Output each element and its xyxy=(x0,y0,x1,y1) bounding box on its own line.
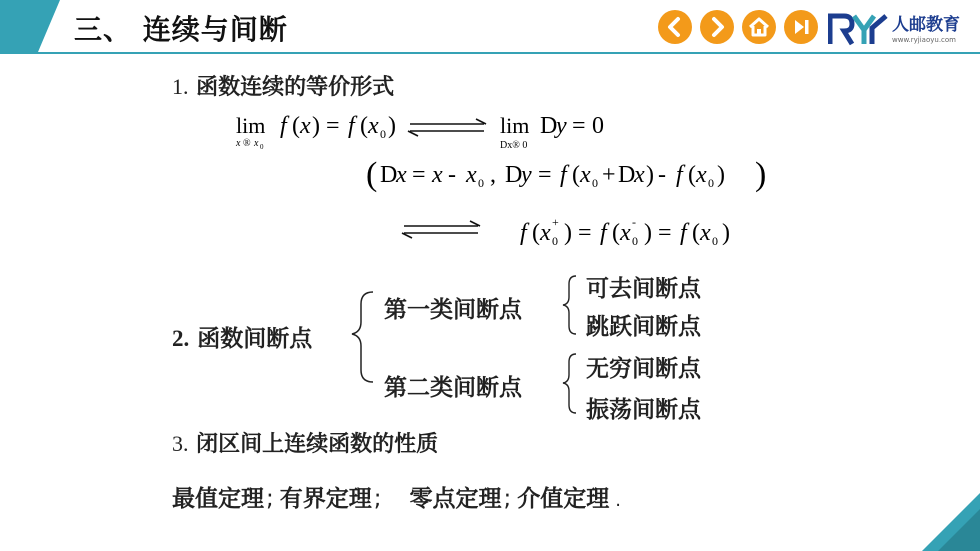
svg-text:Dx® 0: Dx® 0 xyxy=(500,140,528,151)
equivalence-arrow-2 xyxy=(402,221,480,238)
svg-text:): ) xyxy=(388,113,396,139)
second-kind-label: 第二类间断点 xyxy=(384,375,522,401)
svg-text:): ) xyxy=(564,220,572,246)
svg-text:0: 0 xyxy=(552,234,558,248)
svg-text:x: x xyxy=(300,113,311,139)
formula-limit-definition xyxy=(235,113,396,151)
svg-text:x: x xyxy=(700,220,711,246)
svg-text:(: ( xyxy=(612,220,620,246)
svg-text:0: 0 xyxy=(478,176,484,190)
theorem-item: 最值定理 xyxy=(172,486,264,512)
svg-text:=: = xyxy=(658,220,672,246)
section3-number: 3. xyxy=(172,431,189,456)
svg-text:D: D xyxy=(618,162,636,188)
svg-text:=: = xyxy=(572,113,586,139)
svg-text:x: x xyxy=(396,162,407,188)
first-kind-item: 跳跃间断点 xyxy=(586,314,701,340)
svg-text:x: x xyxy=(236,138,241,149)
theorem-item: 介值定理 xyxy=(517,486,610,512)
section3-title: 闭区间上连续函数的性质 xyxy=(196,432,439,457)
svg-text:0: 0 xyxy=(712,234,718,248)
svg-text:x: x xyxy=(696,162,707,188)
brace-main xyxy=(352,292,373,382)
svg-text:(: ( xyxy=(692,220,700,246)
svg-text:): ) xyxy=(755,156,767,193)
svg-text:0: 0 xyxy=(592,176,598,190)
svg-text:y: y xyxy=(556,113,567,139)
svg-text:(: ( xyxy=(572,162,580,188)
section2-number: 2. xyxy=(172,326,190,351)
theorem-item: 零点定理 xyxy=(409,486,502,512)
theorem-list xyxy=(172,480,621,513)
svg-text:=: = xyxy=(538,162,552,188)
svg-text:x: x xyxy=(368,113,379,139)
svg-text:f: f xyxy=(600,220,607,246)
svg-text:f: f xyxy=(676,162,683,188)
svg-text:0: 0 xyxy=(632,234,638,248)
brace-first-kind xyxy=(563,276,576,334)
svg-text:+: + xyxy=(602,162,616,188)
corner-decoration xyxy=(910,481,980,551)
svg-text:f: f xyxy=(520,220,527,246)
svg-text:): ) xyxy=(644,220,652,246)
section2-heading xyxy=(172,320,312,353)
svg-text:D: D xyxy=(505,162,523,188)
svg-text:lim: lim xyxy=(236,113,266,138)
svg-text:): ) xyxy=(312,113,320,139)
svg-text:(: ( xyxy=(688,162,696,188)
svg-text:y: y xyxy=(521,162,532,188)
svg-text:): ) xyxy=(646,162,654,188)
svg-text:+: + xyxy=(552,215,559,229)
formula-delta-definitions xyxy=(366,156,766,193)
svg-text:x: x xyxy=(620,220,631,246)
svg-text:,: , xyxy=(490,162,496,188)
svg-text:0: 0 xyxy=(592,113,604,139)
theorem-separator: ; xyxy=(266,486,274,512)
second-kind-item: 振荡间断点 xyxy=(586,397,701,423)
logo-name: 人邮教育 xyxy=(892,15,960,35)
svg-text:x: x xyxy=(580,162,591,188)
second-kind-item: 无穷间断点 xyxy=(586,356,701,382)
equivalence-arrow-1 xyxy=(408,119,486,136)
svg-text:0: 0 xyxy=(380,127,386,141)
svg-text:x: x xyxy=(254,138,259,149)
svg-text:0: 0 xyxy=(260,143,264,151)
svg-text:®: ® xyxy=(243,138,251,149)
svg-text:0: 0 xyxy=(708,176,714,190)
page-title: 三、 连续与间断 xyxy=(74,13,288,46)
svg-text:): ) xyxy=(722,220,730,246)
svg-text:-: - xyxy=(632,215,636,229)
svg-text:(: ( xyxy=(360,113,368,139)
theorem-separator: ; xyxy=(503,486,512,512)
section2-title: 函数间断点 xyxy=(197,326,313,352)
theorem-item: 有界定理 xyxy=(279,486,372,512)
formula-one-sided-limits xyxy=(520,215,730,248)
svg-text:=: = xyxy=(412,162,426,188)
svg-text:(: ( xyxy=(292,113,300,139)
svg-text:-: - xyxy=(658,162,666,188)
theorem-end: . xyxy=(615,490,621,511)
section1-number: 1. xyxy=(172,74,189,99)
svg-text:f: f xyxy=(560,162,567,188)
svg-text:x: x xyxy=(432,162,443,188)
theorem-separator: ; xyxy=(373,486,382,512)
svg-text:-: - xyxy=(448,162,456,188)
svg-text:=: = xyxy=(326,113,340,139)
svg-text:x: x xyxy=(634,162,645,188)
svg-text:x: x xyxy=(466,162,477,188)
first-kind-item: 可去间断点 xyxy=(586,276,701,302)
svg-text:f: f xyxy=(348,113,355,139)
brace-second-kind xyxy=(563,354,576,413)
section1-title: 函数连续的等价形式 xyxy=(196,75,395,100)
svg-text:f: f xyxy=(280,113,287,139)
svg-text:f: f xyxy=(680,220,687,246)
svg-text:D: D xyxy=(540,113,558,139)
formula-delta-limit xyxy=(500,113,604,151)
first-kind-label: 第一类间断点 xyxy=(384,297,522,323)
logo-url: www.ryjiaoyu.com xyxy=(892,36,956,44)
svg-text:D: D xyxy=(380,162,398,188)
svg-text:lim: lim xyxy=(500,113,530,138)
svg-text:(: ( xyxy=(532,220,540,246)
svg-text:(: ( xyxy=(366,156,378,193)
svg-text:x: x xyxy=(540,220,551,246)
svg-text:=: = xyxy=(578,220,592,246)
section3-heading xyxy=(172,427,438,458)
svg-text:): ) xyxy=(717,162,725,188)
